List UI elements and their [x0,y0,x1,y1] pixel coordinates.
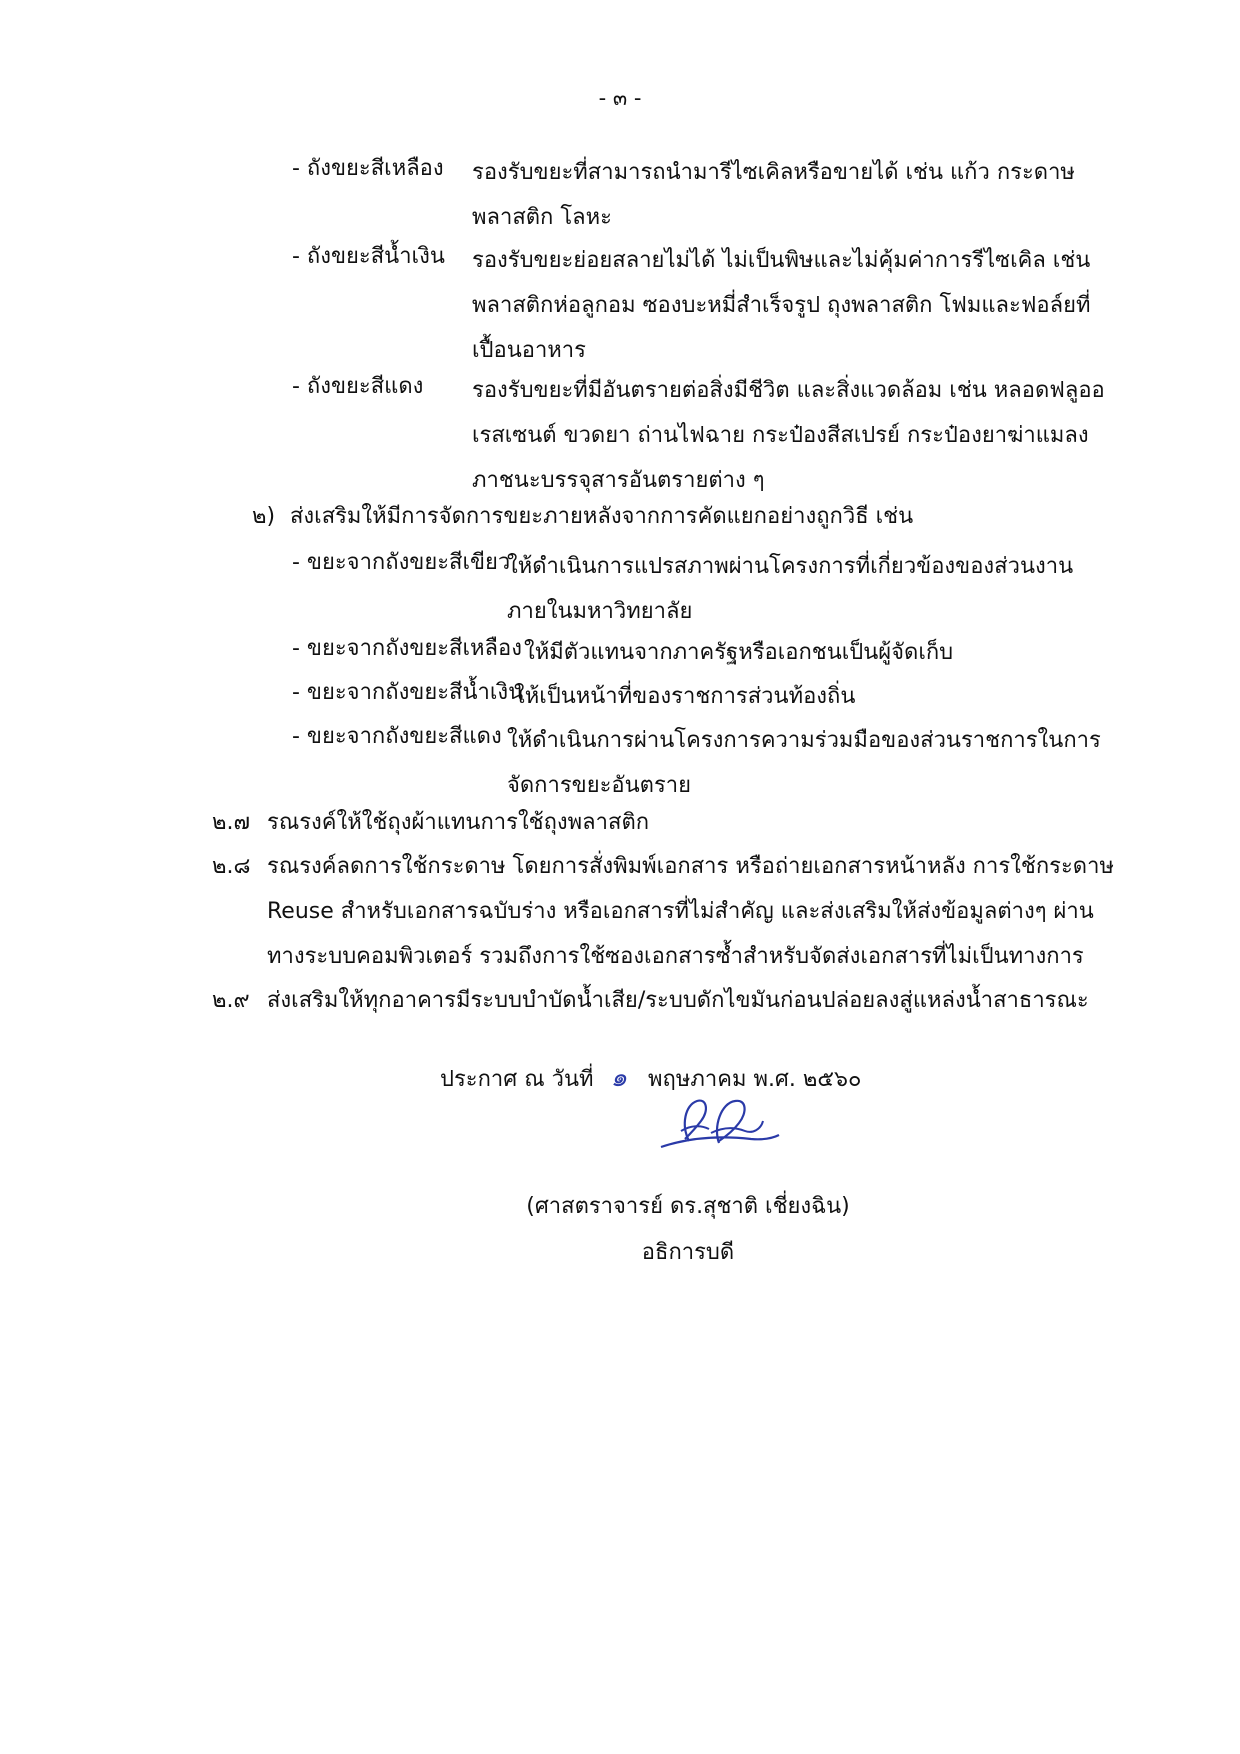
announcement-prefix: ประกาศ ณ วันที่ [440,1067,594,1092]
item-number: ๒.๘ [212,854,251,879]
bin-description: รองรับขยะที่สามารถนำมารีไซเคิลหรือขายได้ เช่น แก้ว กระดาษ พลาสติก โลหะ [472,160,1075,230]
waste-description: ให้ดำเนินการแปรสภาพผ่านโครงการที่เกี่ยวข้องของส่วนงานภายในมหาวิทยาลัย [507,554,1074,624]
waste-description: ให้ดำเนินการผ่านโครงการความร่วมมือของส่วนราชการในการจัดการขยะอันตราย [507,728,1101,798]
announcement-day: ๑ [610,1063,628,1093]
bin-label: - ถังขยะสีแดง [292,374,424,399]
item-number: ๒.๗ [212,810,251,835]
signer-position: อธิการบดี [641,1240,735,1265]
sub-item-number: ๒) [252,504,276,529]
signature [655,1095,785,1155]
announcement-suffix: พฤษภาคม พ.ศ. ๒๕๖๐ [648,1067,862,1092]
bin-label: - ถังขยะสีน้ำเงิน [292,244,445,269]
item-text: รณรงค์ลดการใช้กระดาษ โดยการสั่งพิมพ์เอกสาร หรือถ่ายเอกสารหน้าหลัง การใช้กระดาษ Reuse สำหรับเอกสารฉบับร่าง หรือเอกสารที่ไม่สำคัญ และส่งเสริมให้ส่งข้อมูลต่างๆ ผ่านทางระบบคอมพิวเตอร์ รวมถึงการใช้ซองเอกสารซ้ำสำหรับจัดส่งเอกสารที่ไม่เป็นทางการ [267,854,1114,969]
item-number: ๒.๙ [212,988,250,1013]
waste-label: - ขยะจากถังขยะสีเขียว [292,550,511,575]
announcement-date [440,1057,861,1098]
item-text: รณรงค์ให้ใช้ถุงผ้าแทนการใช้ถุงพลาสติก [267,810,650,835]
bin-description: รองรับขยะย่อยสลายไม่ได้ ไม่เป็นพิษและไม่คุ้มค่าการรีไซเคิล เช่น พลาสติกห่อลูกอม ซองบะหมี่สำเร็จรูป ถุงพลาสติก โฟมและฟอล์ยที่เปื้อนอาหาร [472,248,1091,363]
waste-description: ให้มีตัวแทนจากภาครัฐหรือเอกชนเป็นผู้จัดเก็บ [524,640,954,665]
signer-name: (ศาสตราจารย์ ดร.สุชาติ เชี่ยงฉิน) [526,1194,850,1219]
bin-label: - ถังขยะสีเหลือง [292,156,444,181]
sub-item-text: ส่งเสริมให้มีการจัดการขยะภายหลังจากการคัดแยกอย่างถูกวิธี เช่น [290,504,914,529]
waste-label: - ขยะจากถังขยะสีเหลือง [292,636,522,661]
waste-label: - ขยะจากถังขยะสีน้ำเงิน [292,680,524,705]
waste-description: ให้เป็นหน้าที่ของราชการส่วนท้องถิ่น [514,684,856,709]
waste-label: - ขยะจากถังขยะสีแดง [292,724,502,749]
item-text: ส่งเสริมให้ทุกอาคารมีระบบบำบัดน้ำเสีย/ระบบดักไขมันก่อนปล่อยลงสู่แหล่งน้ำสาธารณะ [267,988,1089,1013]
page-number: - ๓ - [598,86,642,110]
bin-description: รองรับขยะที่มีอันตรายต่อสิ่งมีชีวิต และสิ่งแวดล้อม เช่น หลอดฟลูออเรสเซนต์ ขวดยา ถ่านไฟฉาย กระป๋องสีสเปรย์ กระป๋องยาฆ่าแมลง ภาชนะบรรจุสารอันตรายต่าง ๆ [472,378,1105,493]
